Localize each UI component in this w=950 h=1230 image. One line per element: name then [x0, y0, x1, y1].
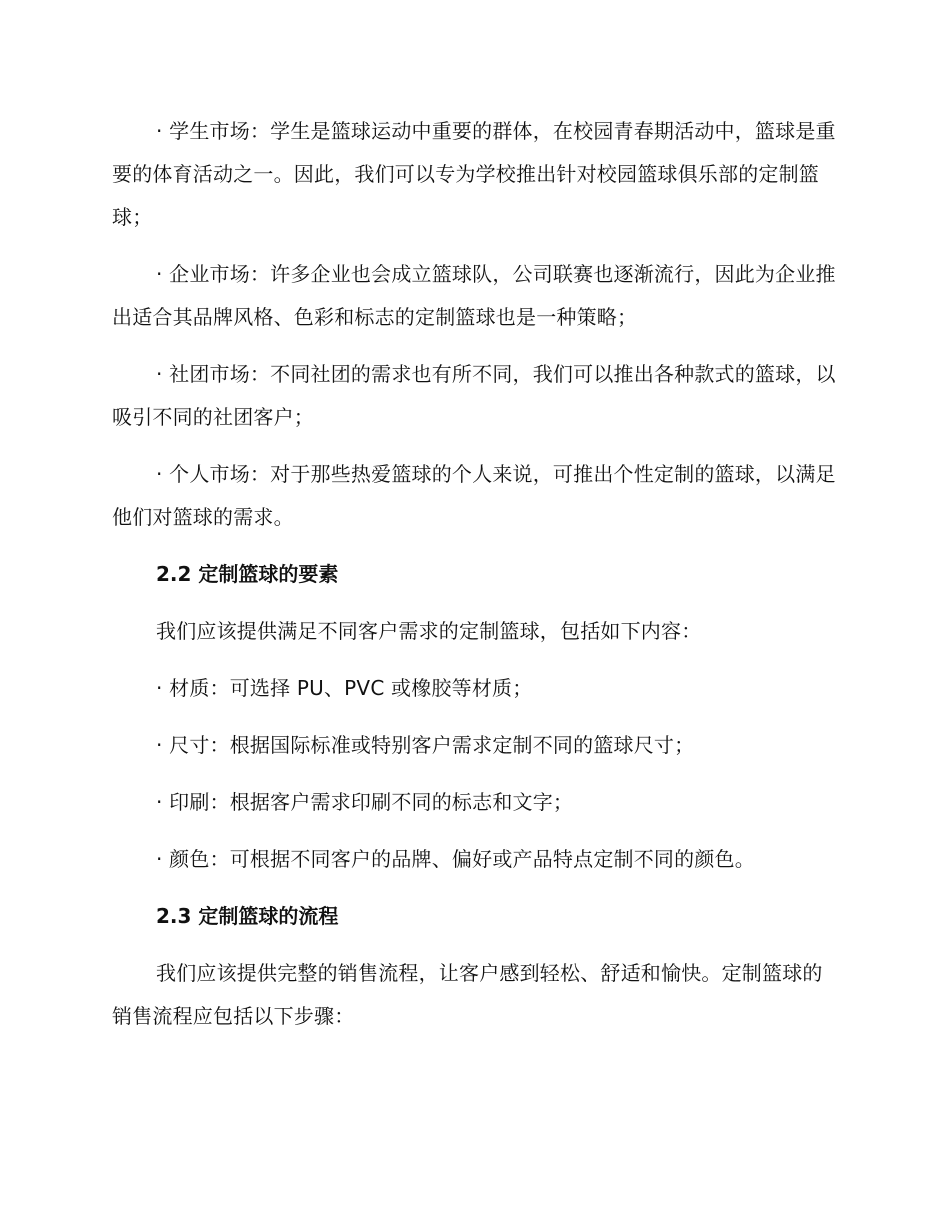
section-heading-2-2: 2.2 定制篮球的要素 [156, 562, 339, 586]
paragraph-enterprise-market: · 企业市场：许多企业也会成立篮球队，公司联赛也逐渐流行，因此为企业推出适合其品牌风格、色彩和标志的定制篮球也是一种策略； [112, 262, 836, 329]
list-item-color: · 颜色：可根据不同客户的品牌、偏好或产品特点定制不同的颜色。 [156, 847, 755, 871]
list-item-printing: · 印刷：根据客户需求印刷不同的标志和文字； [156, 790, 574, 814]
document-body [112, 110, 838, 1038]
paragraph-club-market: · 社团市场：不同社团的需求也有所不同，我们可以推出各种款式的篮球，以吸引不同的社团客户； [112, 362, 836, 429]
section-2-2-intro: 我们应该提供满足不同客户需求的定制篮球，包括如下内容： [156, 619, 702, 643]
list-item-size: · 尺寸：根据国际标准或特别客户需求定制不同的篮球尺寸； [156, 733, 695, 757]
paragraph-personal-market: · 个人市场：对于那些热爱篮球的个人来说，可推出个性定制的篮球，以满足他们对篮球的需求。 [112, 462, 836, 529]
section-heading-2-3: 2.3 定制篮球的流程 [156, 904, 339, 928]
list-item-material: · 材质：可选择 PU、PVC 或橡胶等材质； [156, 676, 533, 700]
section-2-3-intro: 我们应该提供完整的销售流程，让客户感到轻松、舒适和愉快。定制篮球的销售流程应包括以下步骤： [112, 961, 823, 1028]
paragraph-student-market: · 学生市场：学生是篮球运动中重要的群体，在校园青春期活动中，篮球是重要的体育活动之一。因此，我们可以专为学校推出针对校园篮球俱乐部的定制篮球； [112, 119, 836, 229]
